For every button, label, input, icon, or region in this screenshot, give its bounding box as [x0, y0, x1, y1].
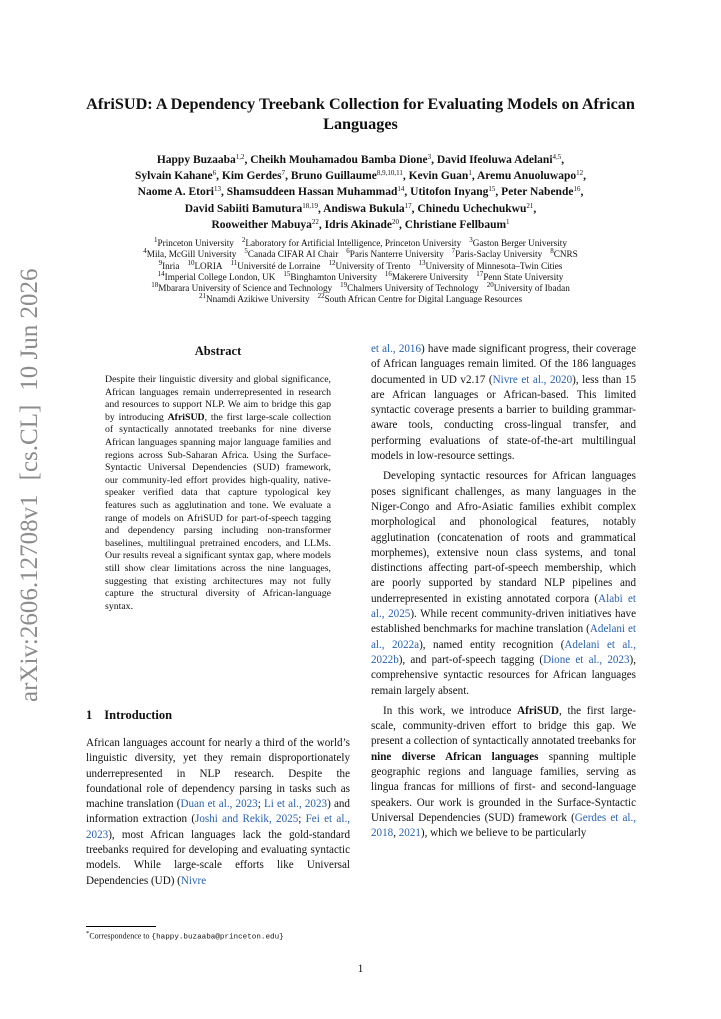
- author-name: Happy Buzaaba$^{1,2}$: [156, 153, 245, 166]
- affiliation-list: [72, 238, 649, 306]
- author-name: Andiswa Bukula$^{17}$: [323, 201, 412, 215]
- affiliation: $^7$Paris-Saclay University: [451, 247, 543, 260]
- citation-link[interactable]: Alabi et al., 2025: [371, 592, 636, 621]
- arxiv-stamp: [14, 268, 46, 702]
- affiliation: $^8$CNRS: [550, 247, 578, 260]
- intro-right-column: [371, 342, 636, 847]
- arxiv-category: [cs.CL]: [16, 404, 43, 481]
- section-heading-introduction: 1 Introduction: [86, 708, 173, 722]
- citation-link[interactable]: Joshi and Rekik, 2025: [195, 813, 299, 826]
- affiliation: $^{16}$Makerere University: [384, 269, 469, 282]
- citation-link[interactable]: et al., 2016: [371, 343, 422, 355]
- paragraph: Developing syntactic resources for African languages poses significant challenges, as many languages in the Niger-Congo and Afro-Asiatic families exhibit complex morphological and phonological features, notably agglutination (concatenation of roots and grammatical morphemes), extensive noun class systems, and tonal distinctions affecting part-of-speech membership, which are poorly supported by standard NLP pipelines and underrepresented in existing annotated corpora (Alabi et al., 2025). While recent community-driven initiatives have established benchmarks for machine translation (Adelani et al., 2022a), named entity recognition (Adelani et al., 2022b), and part-of-speech tagging (Dione et al., 2023), comprehensive syntactic resources for African languages remain largely absent.: [371, 470, 637, 697]
- arxiv-id[interactable]: arXiv:2606.12708v1: [16, 494, 43, 702]
- author-name: Sylvain Kahane$^6$: [134, 169, 217, 183]
- affiliation: $^9$Inria: [158, 258, 180, 271]
- author-name: Aremu Anuoluwapo$^{12}$: [476, 169, 584, 183]
- affiliation: $^{21}$Nnamdi Azikiwe University: [198, 292, 310, 305]
- page-number: 1: [357, 963, 364, 975]
- affiliation: $^3$Gaston Berger University: [469, 236, 567, 248]
- affiliation: $^{22}$South African Centre for Digital Language Resources: [317, 292, 523, 305]
- author-name: Peter Nabende$^{16}$: [501, 185, 581, 199]
- affiliation-row: [72, 294, 649, 305]
- author-name: Cheikh Mouhamadou Bamba Dione$^3$: [250, 153, 432, 166]
- affiliation-row: [72, 238, 649, 249]
- citation-link[interactable]: Li et al., 2023: [263, 798, 328, 811]
- footnote: *Correspondence to {happy.buzaaba@princeton.edu}: [86, 930, 284, 942]
- affiliation: $^{11}$Université de Lorraine: [230, 258, 321, 271]
- paragraph: et al., 2016) have made significant progress, their coverage of African languages remain limited. Of the 186 languages documented in UD v2.17 (Nivre et al., 2020), less than 15 are African languages or African-based. This limited syntactic coverage presents a barrier to building grammar-aware tools, conducting cross-lingual transfer, and performing evaluations of state-of-the-art multilingual models in low-resource settings.: [371, 343, 637, 463]
- arxiv-date: 10 Jun 2026: [16, 268, 43, 391]
- affiliation: $^{14}$Imperial College London, UK: [157, 269, 276, 282]
- affiliation: $^{18}$Mbarara University of Science and Technology: [151, 281, 333, 294]
- citation-link[interactable]: Nivre: [180, 874, 207, 887]
- paragraph: In this work, we introduce AfriSUD, the first large-scale, community-driven effort to bridge this gap. We present a collection of syntactically annotated treebanks for nine diverse African languages spanning multiple geographic regions and language families, serving as lingua francas for millions of first- and second-language speakers. Our work is grounded in the Surface-Syntactic Universal Dependencies (SUD) framework (Gerdes et al., 2018, 2021), which we believe to be particularly: [371, 704, 636, 840]
- affiliation: $^{13}$University of Minnesota–Twin Cities: [418, 258, 563, 271]
- affiliation: $^{10}$LORIA: [187, 258, 223, 271]
- affiliation: $^6$Paris Nanterre University: [346, 247, 444, 260]
- author-list: Happy Buzaaba$^{1,2}$, Cheikh Mouhamadou Bamba Dione$^3$, David Ifeoluwa Adelani$^{4,5}$, Sylvain Kahane$^6$, Kim Gerdes$^7$, Bruno Guillaume$^{8,9,10,11}$, Kevin Guan$^1$, Aremu Anuoluwapo$^{12}$, Naome A. Etori$^{13}$, Shamsuddeen Hassan Muhammad$^{14}$, Utitofon Inyang$^{15}$, Peter Nabende$^{16}$, David Sabiiti Bamutura$^{18,19}$, Andiswa Bukula$^{17}$, Chinedu Uchechukwu$^{21}$, Rooweither Mabuya$^{22}$, Idris Akinade$^{20}$, Christiane Fellbaum$^1$: [134, 153, 587, 231]
- paper-title: AfriSUD: A Dependency Treebank Collection for Evaluating Models on African Languages: [86, 95, 635, 133]
- intro-left-column: African languages account for nearly a third of the world’s linguistic diversity, yet they remain disproportionately underrepresented in NLP research. Despite the foundational role of dependency parsing in tasks such as machine translation (Duan et al., 2023; Li et al., 2023) and information extraction (Joshi and Rekik, 2025; Fei et al., 2023), most African languages lack the gold-standard treebanks required for developing and evaluating syntactic models. While large-scale efforts like Universal Dependencies (UD) (Nivre: [86, 737, 350, 887]
- affiliation: $^4$Mila, McGill University: [143, 247, 237, 260]
- author-name: Christiane Fellbaum$^1$: [404, 217, 510, 231]
- footnote-divider: [86, 926, 156, 927]
- author-name: Kim Gerdes$^7$: [221, 169, 286, 183]
- affiliation: $^{19}$Chalmers University of Technology: [340, 281, 479, 294]
- affiliation: $^5$Canada CIFAR AI Chair: [244, 247, 339, 260]
- citation-link[interactable]: Nivre et al., 2020: [492, 373, 573, 386]
- author-name: Utitofon Inyang$^{15}$: [410, 185, 496, 199]
- affiliation: $^{20}$University of Ibadan: [486, 281, 570, 294]
- citation-link[interactable]: Adelani et al., 2022b: [371, 638, 636, 666]
- author-name: Shamsuddeen Hassan Muhammad$^{14}$: [226, 185, 405, 199]
- citation-link[interactable]: Gerdes et al., 2018: [371, 811, 636, 840]
- affiliation: $^{17}$Penn State University: [476, 269, 564, 282]
- contact-email[interactable]: {happy.buzaaba@princeton.edu}: [151, 933, 284, 942]
- citation-link[interactable]: Adelani et al., 2022a: [371, 623, 637, 651]
- citation-link[interactable]: Duan et al., 2023: [180, 798, 258, 811]
- author-name: David Ifeoluwa Adelani$^{4,5}$: [436, 153, 562, 166]
- author-name: Bruno Guillaume$^{8,9,10,11}$: [290, 169, 403, 183]
- affiliation-row: [72, 269, 649, 283]
- affiliation-row: [72, 283, 649, 294]
- abstract-heading: Abstract: [194, 344, 242, 358]
- affiliation: $^{12}$University of Trento: [328, 258, 411, 271]
- author-name: Kevin Guan$^1$: [408, 169, 472, 183]
- citation-link[interactable]: Dione et al., 2023: [543, 653, 630, 666]
- author-name: Chinedu Uchechukwu$^{21}$: [417, 201, 534, 215]
- citation-link[interactable]: 2021: [398, 827, 421, 840]
- affiliation: $^1$Princeton University: [154, 236, 234, 248]
- citation-link[interactable]: Fei et al., 2023: [86, 813, 350, 841]
- affiliation: $^2$Laboratory for Artificial Intelligence, Princeton University: [241, 236, 462, 248]
- abstract-body: Despite their linguistic diversity and global significance, African languages remain underrepresented in research and resources to support NLP. We aim to bridge this gap by introducing AfriSUD, the first large-scale collection of syntactically annotated treebanks for nine diverse African languages spanning major language families and regions across Sub-Saharan Africa. Using the Surface-Syntactic Universal Dependencies (SUD) framework, our community-led effort provides high-quality, native-speaker verified data that capture typological key features such as agglutination and tone. We evaluate a range of models on AfriSUD for part-of-speech tagging and dependency parsing including non-transformer baselines, multilingual pretrained encoders, and LLMs. Our results reveal a significant syntax gap, where models still show clear limitations across the nine languages, suggesting that existing architectures may not fully capture the structural diversity of African-language syntax.: [105, 374, 331, 612]
- author-name: Rooweither Mabuya$^{22}$: [211, 217, 319, 231]
- affiliation: $^{15}$Binghamton University: [283, 269, 377, 282]
- author-name: David Sabiiti Bamutura$^{18,19}$: [184, 201, 319, 215]
- author-name: Naome A. Etori$^{13}$: [137, 185, 221, 199]
- author-name: Idris Akinade$^{20}$: [324, 217, 400, 231]
